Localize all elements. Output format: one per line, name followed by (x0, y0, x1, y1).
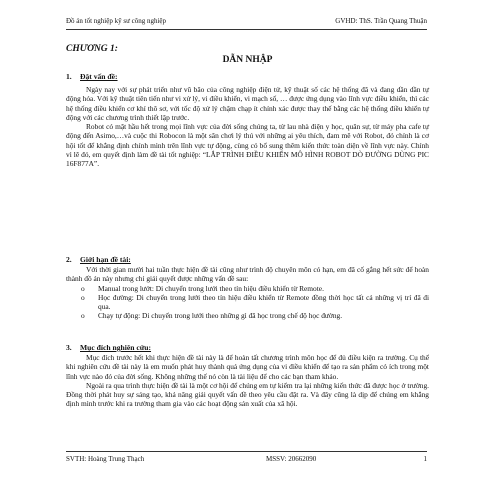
section-title: Giới hạn đề tài: (80, 255, 131, 264)
paragraph: Ngoài ra qua trình thực hiện đề tài là một cơ hội để chúng em tự kiểm tra lại những kiến thức đã được học ở trường. Đồng thời phát huy sự sáng tạo, khả năng giải quyết vấn đề theo yêu cầu đặt ra. Và đây cũng là dịp để chúng em khẳng định mình trước khi ra trường tham gia vào các hoạt động sản xuất của xã hội. (66, 380, 429, 409)
section-2-body (66, 265, 429, 321)
section-title: Mục đích nghiên cứu: (80, 343, 152, 352)
bullet-marker: o (81, 292, 85, 302)
list-item: o Học đường: Di chuyển trong lưới theo tín hiệu điều khiển từ Remote đồng thời học tất cả những vị trí đã đi qua. (81, 292, 429, 312)
header-right: GVHD: ThS. Trần Quang Thuận (335, 17, 427, 25)
header-left: Đồ án tốt nghiệp kỹ sư công nghiệp (66, 17, 167, 25)
chapter-title: DẪN NHẬP (222, 55, 273, 65)
paragraph: Mục đích trước hết khi thực hiện đề tài này là để hoàn tất chương trình môn học để đủ điều kiện ra trường. Cụ thể khi nghiên cứu đề tài này là em muốn phát huy thành quả ứng dụng của vi điều khiển để tạo ra sản phẩm có ích trong một lĩnh vực nào đó của đời sống. Không những thế nó còn là tài liệu để cho các bạn tham khảo. (66, 353, 429, 381)
paragraph: Với thời gian mười hai tuần thực hiện đề tài cũng như trình độ chuyên môn có hạn, em đã cố gắng hết sức để hoàn thành đồ án này nhưng chỉ giải quyết được những vấn đề sau: (66, 265, 429, 284)
section-number: 1. (66, 72, 72, 81)
bullet-marker: o (81, 283, 85, 293)
chapter-label: CHƯƠNG 1: (66, 44, 118, 54)
section-2-heading (66, 255, 131, 264)
section-title: Đặt vấn đề: (80, 72, 118, 81)
footer-student: SVTH: Hoàng Trung Thạch (66, 455, 145, 463)
footer-student-id: MSSV: 20662090 (266, 455, 317, 463)
page-header (66, 17, 427, 30)
section-3-body (66, 353, 429, 409)
section-1-body (66, 85, 429, 169)
section-3-heading (66, 343, 151, 352)
scope-list (66, 284, 429, 321)
page-footer (66, 451, 427, 467)
list-item: o Chạy tự động: Di chuyển trong lưới theo những gì đã học trong chế độ học đường. (81, 311, 343, 321)
page-number: 1 (423, 455, 427, 463)
section-number: 3. (66, 343, 72, 352)
paragraph: Robot có mặt hầu hết trong mọi lĩnh vực của đời sống chúng ta, từ lau nhà điện y học, quân sự, từ máy pha cafe tự động đến Asimo,…và cuộc thi Robocon là một sân chơi lý thú với những ai yêu thích, đam mê với Robot, đó chính là cơ hội tốt để khẳng định chính mình trên lĩnh vực tự động, cùng có bổ sung thêm kiến thức toàn diện về lĩnh vực này. Chính vì lẽ đó, em quyết định làm đề tài tốt nghiệp: “LẮP TRÌNH ĐIỀU KHIỂN MÔ HÌNH ROBOT DÒ ĐƯỜNG DÙNG PIC 16F877A”. (66, 122, 429, 169)
paragraph: Ngày nay với sự phát triển như vũ bão của công nghiệp điện tử, kỹ thuật số các hệ thống đã và đang dần dần tự động hóa. Với kỹ thuật tiên tiến như vi xử lý, vi điều khiển, vi mạch số, … được ứng dụng vào lĩnh vực điều khiển, thì các hệ thống điều khiển cơ khí thô sơ, với tốc độ xử lý chậm chạp ít chính xác được thay thế bằng các hệ thống điều khiển tự động với các chương trình thiết lập trước. (66, 85, 429, 122)
section-number: 2. (66, 255, 72, 264)
list-item: o Manual trong lướt: Di chuyển trong lưới theo tín hiệu điều khiển từ Remote. (81, 283, 324, 293)
bullet-marker: o (81, 311, 85, 321)
section-1-heading (66, 72, 118, 81)
